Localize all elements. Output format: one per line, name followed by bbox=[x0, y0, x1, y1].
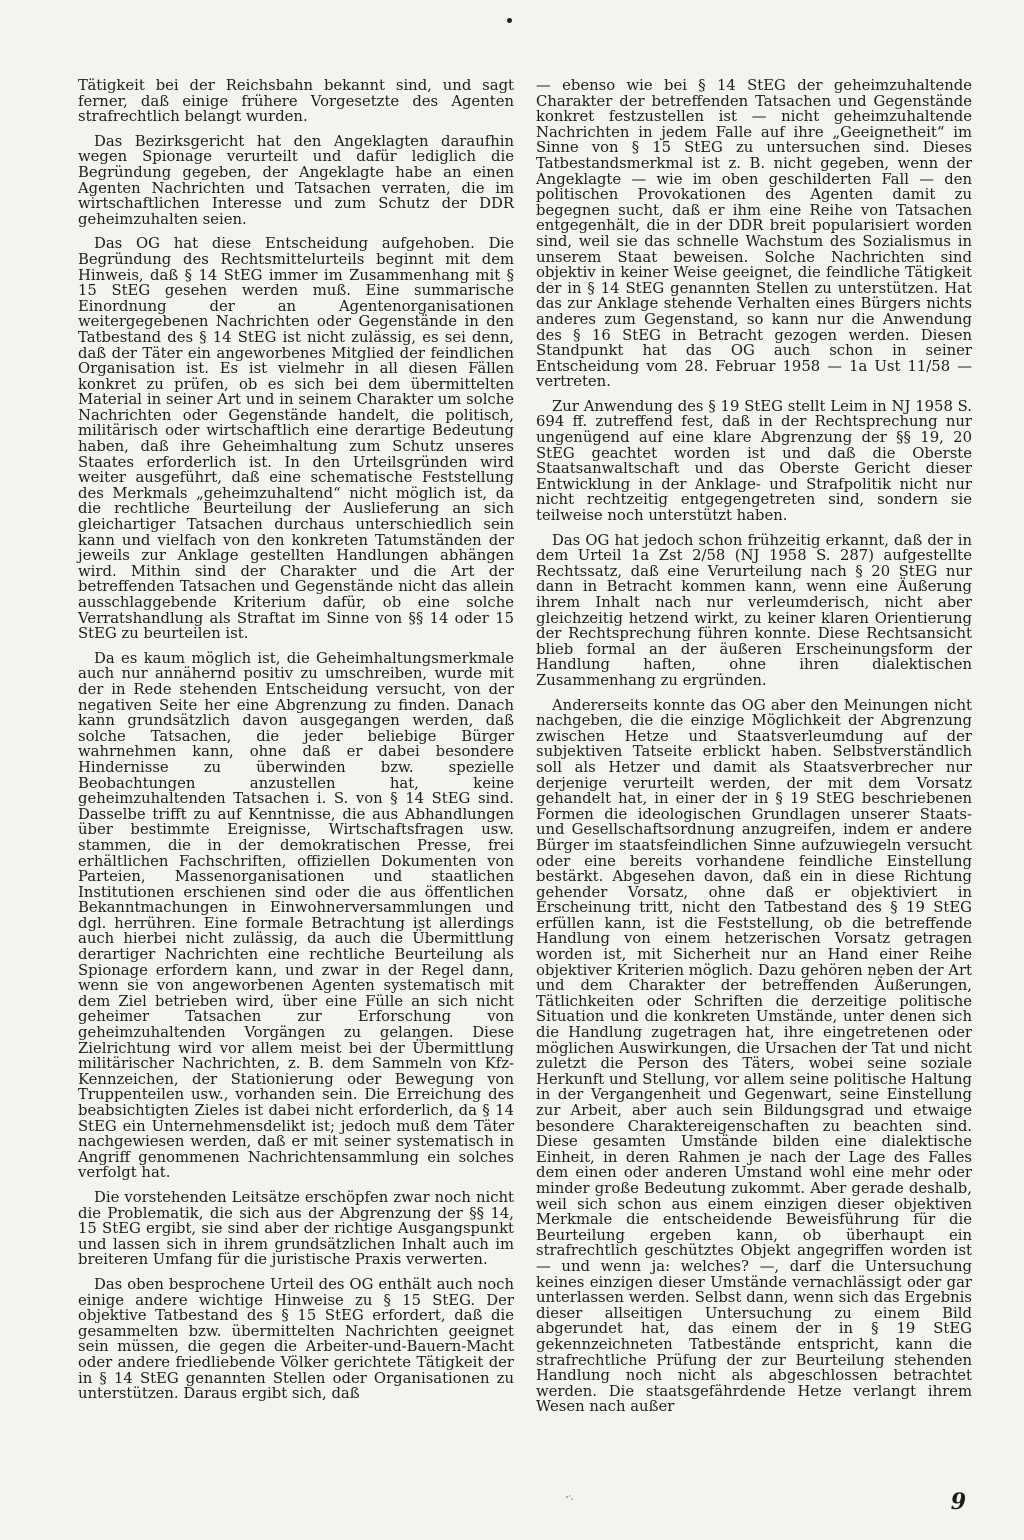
paragraph: — ebenso wie bei § 14 StEG der geheimzuhaltende Charakter der betreffenden Tatsachen und Gegenstände konkret festzustellen ist — nicht geheimzuhaltende Nachrichten in jedem Falle auf ihre „Geeignetheit“ im Sinne von § 15 StEG zu untersuchen sind. Dieses Tatbestandsmerkmal ist z. B. nicht gegeben, wenn der Angeklagte — wie im oben geschilderten Fall — den politischen Provokationen des Agenten damit zu begegnen sucht, daß er ihm eine Reihe von Tatsachen entgegenhält, die in der DDR breit popularisiert worden sind, weil sie das schnelle Wachstum des Sozialismus in unserem Staat beweisen. Solche Nachrichten sind objektiv in keiner Weise geeignet, die feindliche Tätigkeit der in § 14 StEG genannten Stellen zu unterstützen. Hat das zur Anklage stehende Verhalten eines Bürgers nichts anderes zum Gegenstand, so kann nur die Anwendung des § 16 StEG in Betracht gezogen werden. Diesen Standpunkt hat das OG auch schon in seiner Entscheidung vom 28. Februar 1958 — 1a Ust 11/58 — vertreten. bbox=[536, 77, 972, 391]
paragraph: Das OG hat jedoch schon frühzeitig erkannt, daß der in dem Urteil 1a Zst 2/58 (NJ 1958 S. 287) aufgestellte Rechtssatz, daß eine Verurteilung nach § 20 StEG nur dann in Betracht kommen kann, wenn eine Äußerung ihrem Inhalt nach nur verleumderisch, nicht aber gleichzeitig hetzend wirkt, zu keiner klaren Orientierung der Rechtsprechung führen konnte. Diese Rechtsansicht blieb formal an der äußeren Erscheinungsform der Handlung haften, ohne ihren dialektischen Zusammenhang zu ergründen. bbox=[536, 531, 972, 689]
paragraph: Da es kaum möglich ist, die Geheimhaltungsmerkmale auch nur annähernd positiv zu umschreiben, wurde mit der in Rede stehenden Entscheidung versucht, von der negativen Seite her eine Abgrenzung zu finden. Danach kann grundsätzlich davon ausgegangen werden, daß solche Tatsachen, die jeder beliebige Bürger wahrnehmen kann, ohne daß er dabei besondere Hindernisse zu überwinden bzw. spezielle Beobachtungen anzustellen hat, keine geheimzuhaltenden Tatsachen i. S. von § 14 StEG sind. Dasselbe trifft zu auf Kenntnisse, die aus Abhandlungen über bestimmte Ereignisse, Wirtschaftsfragen usw. stammen, die in der demokratischen Presse, frei erhältlichen Fachschriften, offiziellen Dokumenten von Parteien, Massenorganisationen und staatlichen Institutionen erschienen sind oder die aus öffentlichen Bekanntmachungen in Einwohnerversammlungen und dgl. herrühren. Eine formale Betrachtung ist allerdings auch hierbei nicht zulässig, da auch die Übermittlung derartiger Nachrichten eine rechtliche Beurteilung als Spionage erfordern kann, und zwar in der Regel dann, wenn sie von angeworbenen Agenten systematisch mit dem Ziel betrieben wird, über eine Fülle an sich nicht geheimer Tatsachen zur Erforschung von geheimzuhaltenden Vorgängen zu gelangen. Diese Zielrichtung wird vor allem meist bei der Übermittlung militärischer Nachrichten, z. B. dem Sammeln von Kfz-Kennzeichen, der Stationierung oder Bewegung von Truppenteilen usw., vorhanden sein. Die Erreichung des beabsichtigten Zieles ist dabei nicht erforderlich, da § 14 StEG ein Unternehmensdelikt ist; jedoch muß dem Täter nachgewiesen werden, daß er mit seiner systematisch in Angriff genommenen Nachrichtensammlung ein solches verfolgt hat. bbox=[78, 649, 514, 1182]
paragraph: Andererseits konnte das OG aber den Meinungen nicht nachgeben, die die einzige Möglichkeit der Abgrenzung zwischen Hetze und Staatsverleumdung auf der subjektiven Tatseite erblickt haben. Selbstverständlich soll als Hetzer und damit als Staatsverbrecher nur derjenige verurteilt werden, der mit dem Vorsatz gehandelt hat, in einer der in § 19 StEG beschriebenen Formen die ideologischen Grundlagen unserer Staats- und Gesellschaftsordnung anzugreifen, indem er andere Bürger im staatsfeindlichen Sinne aufzuwiegeln versucht oder eine bereits vorhandene feindliche Einstellung bestärkt. Abgesehen davon, daß ein in diese Richtung gehender Vorsatz, ohne daß er objektiviert in Erscheinung tritt, nicht den Tatbestand des § 19 StEG erfüllen kann, ist die Feststellung, ob die betreffende Handlung von einem hetzerischen Vorsatz getragen worden ist, mit Sicherheit nur an Hand einer Reihe objektiver Kriterien möglich. Dazu gehören neben der Art und dem Charakter der betreffenden Äußerungen, Tätlichkeiten oder Schriften die derzeitige politische Situation und die konkreten Umstände, unter denen sich die Handlung zugetragen hat, ihre eingetretenen oder möglichen Auswirkungen, die Ursachen der Tat und nicht zuletzt die Person des Täters, wobei seine soziale Herkunft und Stellung, vor allem seine politische Haltung in der Vergangenheit und Gegenwart, seine Einstellung zur Arbeit, aber auch sein Bildungsgrad und etwaige besondere Charaktereigenschaften zu beachten sind. Diese gesamten Umstände bilden eine dialektische Einheit, in deren Rahmen je nach der Lage des Falles dem einen oder anderen Umstand wohl eine mehr oder minder große Bedeutung zukommt. Aber gerade deshalb, weil sich schon aus einem einzigen dieser objektiven Merkmale die entscheidende Beweisführung für die Beurteilung ergeben kann, ob überhaupt ein strafrechtlich geschütztes Objekt angegriffen worden ist — und wenn ja: welches? —, darf die Untersuchung keines einzigen dieser Umstände vernachlässigt oder gar unterlassen werden. Selbst dann, wenn sich das Ergebnis dieser allseitigen Untersuchung zu einem Bild abgerundet hat, das einem der in § 19 StEG gekennzeichneten Tatbestände entspricht, kann die strafrechtliche Prüfung der zur Beurteilung stehenden Handlung noch nicht als abgeschlossen betrachtet werden. Die staatsgefährdende Hetze verlangt ihrem Wesen nach außer bbox=[536, 696, 972, 1416]
left-column bbox=[78, 78, 514, 1411]
paragraph: Das oben besprochene Urteil des OG enthält auch noch einige andere wichtige Hinweise zu § 15 StEG. Der objektive Tatbestand des § 15 StEG erfordert, daß die gesammelten bzw. übermittelten Nachrichten geeignet sein müssen, die gegen die Arbeiter-und-Bauern-Macht oder andere friedliebende Völker gerichtete Tätigkeit der in § 14 StEG genannten Stellen oder Organisationen zu unterstützen. Daraus ergibt sich, daß bbox=[78, 1275, 514, 1403]
paragraph: Tätigkeit bei der Reichsbahn bekannt sind, und sagt ferner, daß einige frühere Vorgesetzte des Agenten strafrechtlich belangt wurden. bbox=[78, 77, 514, 126]
print-smudge bbox=[565, 1494, 574, 1501]
paragraph: Die vorstehenden Leitsätze erschöpfen zwar noch nicht die Problematik, die sich aus der Abgrenzung der §§ 14, 15 StEG ergibt, sie sind aber der richtige Ausgangspunkt und lassen sich in ihrem grundsätzlichen Inhalt auch im breiteren Umfang für die juristische Praxis verwerten. bbox=[78, 1188, 514, 1269]
paragraph: Das OG hat diese Entscheidung aufgehoben. Die Begründung des Rechtsmittelurteils beginnt mit dem Hinweis, daß § 14 StEG immer im Zusammenhang mit § 15 StEG gesehen werden muß. Eine summarische Einordnung der an Agentenorganisationen weitergegebenen Nachrichten oder Gegenstände in den Tatbestand des § 14 StEG ist nicht zulässig, es sei denn, daß der Täter ein angeworbenes Mitglied der feindlichen Organisation ist. Es ist vielmehr in all diesen Fällen konkret zu prüfen, ob es sich bei dem übermittelten Material in seiner Art und in seinem Charakter um solche Nachrichten oder Gegenstände handelt, die politisch, militärisch oder wirtschaftlich eine derartige Bedeutung haben, daß ihre Geheimhaltung zum Schutz unseres Staates erforderlich ist. In den Urteilsgründen wird weiter ausgeführt, daß eine schematische Feststellung des Merkmals „geheimzuhaltend“ nicht möglich ist, da die rechtliche Beurteilung der Auslieferung an sich gleichartiger Tatsachen durchaus unterschiedlich sein kann und vielfach von den konkreten Tatumständen der jeweils zur Anklage gestellten Handlungen abhängen wird. Mithin sind der Charakter und die Art der betreffenden Tatsachen und Gegenstände nicht das allein ausschlaggebende Kriterium dafür, ob eine solche Verratshandlung als Straftat im Sinne von §§ 14 oder 15 StEG zu beurteilen ist. bbox=[78, 235, 514, 643]
page-dot-mark bbox=[507, 18, 512, 23]
paragraph: Zur Anwendung des § 19 StEG stellt Leim in NJ 1958 S. 694 ff. zutreffend fest, daß in der Rechtsprechung nur ungenügend auf eine klare Abgrenzung der §§ 19, 20 StEG geachtet worden ist und daß die Oberste Staatsanwaltschaft und das Oberste Gericht dieser Entwicklung in der Anklage- und Strafpolitik nicht nur nicht rechtzeitig entgegengetreten sind, sondern sie teilweise noch unterstützt haben. bbox=[536, 397, 972, 525]
paragraph: Das Bezirksgericht hat den Angeklagten daraufhin wegen Spionage verurteilt und dafür lediglich die Begründung gegeben, der Angeklagte habe an einen Agenten Nachrichten und Tatsachen verraten, die im wirtschaftlichen Interesse und zum Schutz der DDR geheimzuhalten seien. bbox=[78, 132, 514, 228]
page-number: 9 bbox=[950, 1489, 966, 1515]
right-column bbox=[536, 78, 972, 1424]
